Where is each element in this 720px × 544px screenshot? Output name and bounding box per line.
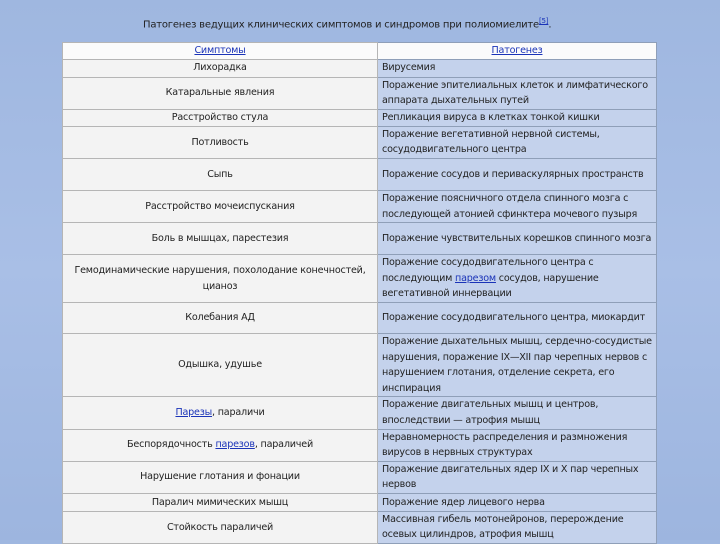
pathogenesis-cell (378, 190, 657, 222)
cell-text: Паралич мимических мышц (151, 496, 289, 508)
cell-text: Массивная гибель мотонейронов, перерождение осевых цилиндров, атрофия мышц (382, 513, 624, 541)
cell-text: Репликация вируса в клетках тонкой кишки (382, 111, 600, 123)
symptom-cell (63, 493, 378, 511)
table-row (63, 461, 657, 493)
symptom-cell (63, 397, 378, 429)
pathogenesis-cell (378, 333, 657, 396)
cell-text: Поражение дыхательных мышц, сердечно-сосудистые нарушения, поражение IX—XII пар черепных нервов с нарушением глотания, отделение секрета, его инспирация (382, 335, 652, 394)
symptom-cell (63, 109, 378, 126)
pathogenesis-cell (378, 461, 657, 493)
pathogenesis-cell (378, 77, 657, 109)
cell-text: Поражение поясничного отдела спинного мозга с последующей атонией сфинктера мочевого пузыря (382, 192, 638, 220)
table-header-row (63, 43, 657, 60)
cell-text: Беспорядочность (126, 439, 216, 451)
cell-text: Поражение двигательных мышц и центров, впоследствии — атрофия мышц (382, 399, 599, 426)
pathogenesis-cell (378, 255, 657, 303)
table-row (63, 158, 657, 190)
cell-text: Гемодинамические нарушения, похолодание конечностей, цианоз (74, 264, 366, 292)
pathogenesis-cell (378, 223, 657, 255)
cell-text: Потливость (191, 136, 249, 148)
pathogenesis-cell (378, 493, 657, 511)
symptom-cell (63, 302, 378, 333)
pathogenesis-cell (378, 109, 657, 126)
cell-text: сосудов, нарушение вегетативной иннервации (382, 272, 599, 300)
cell-text: Расстройство стула (171, 111, 269, 123)
cell-text: Нарушение глотания и фонации (140, 471, 300, 483)
cell-text: Поражение сосудодвигательного центра, миокардит (382, 312, 646, 324)
cell-text: Поражение чувствительных корешков спинного мозга (382, 232, 652, 244)
symptom-cell (63, 461, 378, 493)
cell-text: Вирусемия (382, 62, 436, 74)
symptom-cell (63, 333, 378, 396)
cell-text: Поражение сосудодвигательного центра с последующим (382, 257, 594, 284)
symptom-cell (63, 511, 378, 543)
symptom-cell (63, 59, 378, 77)
cell-text: Поражение эпителиальных клеток и лимфатического аппарата дыхательных путей (382, 79, 648, 107)
header-pathogenesis (378, 43, 657, 60)
table-row (63, 77, 657, 109)
cell-text: Сыпь (207, 168, 233, 180)
cell-text: Боль в мышцах, парестезия (151, 232, 289, 244)
symptom-cell (63, 158, 378, 190)
cell-text: Лихорадка (193, 62, 247, 74)
pathogenesis-header-link[interactable]: Патогенез (491, 45, 543, 56)
cell-text: Катаральные явления (165, 87, 275, 99)
pathogenesis-table (62, 42, 657, 544)
cell-text: Поражение ядер лицевого нерва (382, 496, 545, 508)
cell-text: , параличей (254, 439, 314, 451)
table-caption (143, 14, 551, 32)
pathogenesis-cell (378, 302, 657, 333)
cell-text: Поражение сосудов и периваскулярных пространств (382, 168, 644, 180)
pathogenesis-cell (378, 126, 657, 158)
pathogenesis-cell (378, 59, 657, 77)
cell-text: Одышка, удушье (178, 359, 262, 371)
cell-text: Колебания АД (185, 312, 255, 324)
cell-text: Поражение вегетативной нервной системы, сосудодвигательного центра (382, 128, 600, 156)
term-link[interactable]: парезом (455, 272, 496, 284)
table-row (63, 397, 657, 429)
cell-text: Поражение двигательных ядер IX и X пар черепных нервов (382, 463, 639, 491)
term-link[interactable]: парезов (215, 439, 255, 451)
table-row (63, 190, 657, 222)
pathogenesis-cell (378, 158, 657, 190)
pathogenesis-cell (378, 511, 657, 543)
table-row (63, 126, 657, 158)
caption-text: Патогенез ведущих клинических симптомов и синдромов при полиомиелите (143, 19, 540, 31)
symptom-cell (63, 77, 378, 109)
symptom-cell (63, 190, 378, 222)
pathogenesis-cell (378, 397, 657, 429)
pathogenesis-cell (378, 429, 657, 461)
caption-end: . (548, 19, 552, 31)
table-row (63, 429, 657, 461)
cell-text: Неравномерность распределения и размножения вирусов в нервных структурах (382, 431, 628, 459)
reference-link[interactable]: [5] (539, 17, 549, 25)
cell-text: , параличи (212, 407, 265, 419)
table-row (63, 59, 657, 77)
cell-text: Расстройство мочеиспускания (145, 200, 295, 212)
term-link[interactable]: Парезы (175, 407, 213, 419)
table-row (63, 109, 657, 126)
cell-text: Стойкость параличей (166, 521, 274, 533)
table-row (63, 302, 657, 333)
table-row (63, 511, 657, 543)
symptoms-header-link[interactable]: Симптомы (194, 45, 246, 56)
table-row (63, 223, 657, 255)
symptom-cell (63, 429, 378, 461)
table-row (63, 333, 657, 396)
table-row (63, 493, 657, 511)
symptom-cell (63, 223, 378, 255)
symptom-cell (63, 126, 378, 158)
header-symptoms (63, 43, 378, 60)
symptom-cell (63, 255, 378, 303)
table-row (63, 255, 657, 303)
